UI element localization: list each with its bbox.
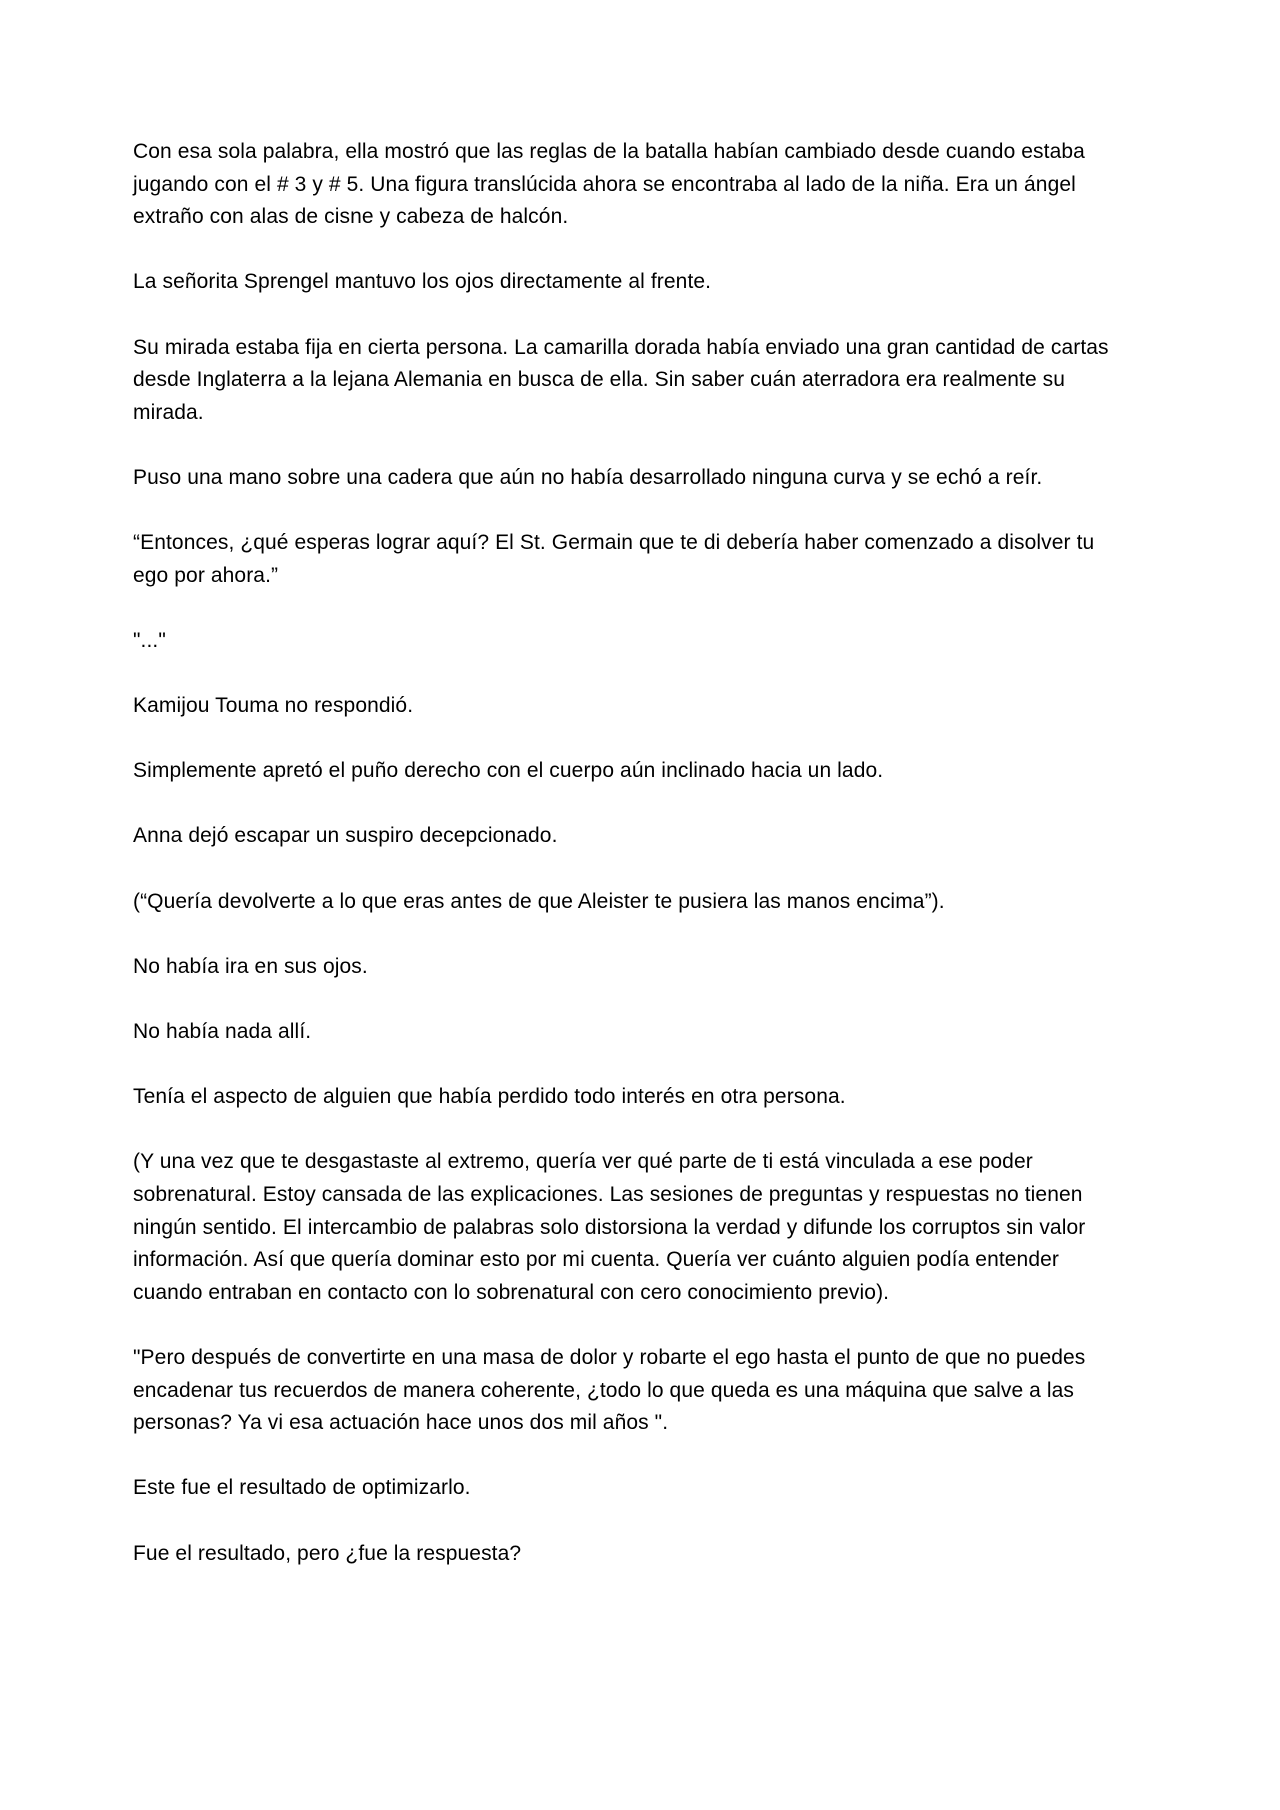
- paragraph: Anna dejó escapar un suspiro decepcionado.: [133, 824, 558, 848]
- paragraph: “Entonces, ¿qué esperas lograr aquí? El St. Germain que te di debería haber comenzado a disolver tu ego por ahora.”: [133, 531, 1095, 587]
- paragraph: Kamijou Touma no respondió.: [133, 694, 414, 718]
- paragraph: La señorita Sprengel mantuvo los ojos directamente al frente.: [133, 270, 712, 294]
- paragraph: "Pero después de convertirte en una masa de dolor y robarte el ego hasta el punto de que no puedes encadenar tus recuerdos de manera coherente, ¿todo lo que queda es una máquina que salve a las personas? Ya vi esa actuación hace unos dos mil años ".: [133, 1345, 1086, 1435]
- paragraph: (“Quería devolverte a lo que eras antes de que Aleister te pusiera las manos encima”).: [133, 889, 945, 913]
- paragraph: Fue el resultado, pero ¿fue la respuesta?: [133, 1541, 522, 1565]
- paragraph: (Y una vez que te desgastaste al extremo, quería ver qué parte de ti está vinculada a ese poder sobrenatural. Estoy cansada de las explicaciones. Las sesiones de preguntas y respuestas no tienen ningún sentido. El intercambio de palabras solo distorsiona la verdad y difunde los corruptos sin valor información. Así que quería dominar esto por mi cuenta. Quería ver cuánto alguien podía entender cuando entraban en contacto con lo sobrenatural con cero conocimiento previo).: [133, 1150, 1086, 1304]
- paragraph: No había ira en sus ojos.: [133, 954, 368, 978]
- paragraph: Puso una mano sobre una cadera que aún no había desarrollado ninguna curva y se echó a reír.: [133, 465, 1043, 489]
- paragraph: Su mirada estaba fija en cierta persona. La camarilla dorada había enviado una gran cantidad de cartas desde Inglaterra a la lejana Alemania en busca de ella. Sin saber cuán aterradora era realmente su mirada.: [133, 335, 1109, 424]
- paragraph: Simplemente apretó el puño derecho con el cuerpo aún inclinado hacia un lado.: [133, 759, 884, 783]
- paragraph-ellipsis: "...": [133, 628, 166, 652]
- paragraph: Este fue el resultado de optimizarlo.: [133, 1476, 471, 1500]
- paragraph: Tenía el aspecto de alguien que había perdido todo interés en otra persona.: [133, 1085, 846, 1109]
- paragraph: Con esa sola palabra, ella mostró que las reglas de la batalla habían cambiado desde cuando estaba jugando con el # 3 y # 5. Una figura translúcida ahora se encontraba al lado de la niña. Era un ángel extraño con alas de cisne y cabeza de halcón.: [133, 140, 1085, 229]
- paragraph: No había nada allí.: [133, 1020, 312, 1044]
- document-body: [133, 136, 1110, 1570]
